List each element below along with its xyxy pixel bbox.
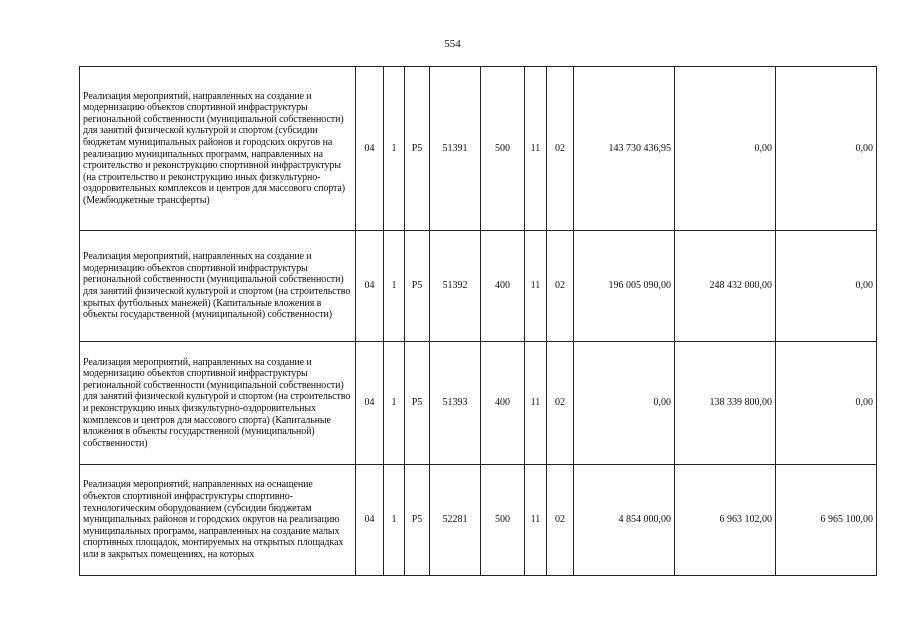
amount-year-3: 6 965 100,00 (776, 465, 877, 576)
table-row (80, 342, 877, 465)
amount-year-1: 0,00 (574, 342, 675, 465)
subsection-code: 02 (547, 342, 574, 465)
subsection-code: 02 (547, 231, 574, 342)
budget-table (79, 66, 877, 576)
section-code: 11 (525, 67, 547, 231)
project-code: P5 (405, 231, 430, 342)
subsection-code: 02 (547, 67, 574, 231)
amount-year-2: 0,00 (675, 67, 776, 231)
amount-year-3: 0,00 (776, 67, 877, 231)
subprogram-code: 1 (384, 231, 405, 342)
row-description: Реализация мероприятий, направленных на создание и модернизацию объектов спортивной инфраструктуры региональной собственности (муниципальной собственности) для занятий физической культурой и спортом (на строительство крытых футбольных манежей) (Капитальные вложения в объекты государственной (муниципальной) собственности) (80, 231, 356, 342)
row-description: Реализация мероприятий, направленных на оснащение объектов спортивной инфраструктуры спортивно-технологическим оборудованием (субсидии бюджетам муниципальных районов и городских округов на реализацию муниципальных программ, направленных на создание малых спортивных площадок, монтируемых на открытых площадках или в закрытых помещениях, на которых (80, 465, 356, 576)
subprogram-code: 1 (384, 342, 405, 465)
direction-code: 52281 (430, 465, 481, 576)
table-row (80, 231, 877, 342)
direction-code: 51392 (430, 231, 481, 342)
amount-year-2: 248 432 000,00 (675, 231, 776, 342)
project-code: P5 (405, 342, 430, 465)
subprogram-code: 1 (384, 465, 405, 576)
project-code: P5 (405, 465, 430, 576)
table-row (80, 465, 877, 576)
program-code: 04 (356, 231, 384, 342)
expense-type-code: 400 (481, 231, 525, 342)
section-code: 11 (525, 465, 547, 576)
amount-year-3: 0,00 (776, 231, 877, 342)
direction-code: 51393 (430, 342, 481, 465)
amount-year-1: 196 005 090,00 (574, 231, 675, 342)
expense-type-code: 400 (481, 342, 525, 465)
program-code: 04 (356, 465, 384, 576)
expense-type-code: 500 (481, 67, 525, 231)
subsection-code: 02 (547, 465, 574, 576)
program-code: 04 (356, 342, 384, 465)
page-number: 554 (444, 38, 461, 50)
amount-year-1: 143 730 436,95 (574, 67, 675, 231)
direction-code: 51391 (430, 67, 481, 231)
amount-year-1: 4 854 000,00 (574, 465, 675, 576)
expense-type-code: 500 (481, 465, 525, 576)
amount-year-2: 6 963 102,00 (675, 465, 776, 576)
program-code: 04 (356, 67, 384, 231)
row-description: Реализация мероприятий, направленных на создание и модернизацию объектов спортивной инфраструктуры региональной собственности (муниципальной собственности) для занятий физической культурой и спортом (на строительство и реконструкцию иных физкультурно-оздоровительных комплексов и центров для массового спорта) (Капитальные вложения в объекты государственной (муниципальной) собственности) (80, 342, 356, 465)
project-code: P5 (405, 67, 430, 231)
section-code: 11 (525, 231, 547, 342)
section-code: 11 (525, 342, 547, 465)
table-row (80, 67, 877, 231)
row-description: Реализация мероприятий, направленных на создание и модернизацию объектов спортивной инфраструктуры региональной собственности (муниципальной собственности) для занятий физической культурой и спортом (субсидии бюджетам муниципальных районов и городских округов на реализацию муниципальных программ, направленных на строительство и реконструкцию спортивной инфраструктуры (на строительство и реконструкцию иных физкультурно-оздоровительных комплексов и центров для массового спорта) (Межбюджетные трансферты) (80, 67, 356, 231)
subprogram-code: 1 (384, 67, 405, 231)
amount-year-3: 0,00 (776, 342, 877, 465)
amount-year-2: 138 339 800,00 (675, 342, 776, 465)
